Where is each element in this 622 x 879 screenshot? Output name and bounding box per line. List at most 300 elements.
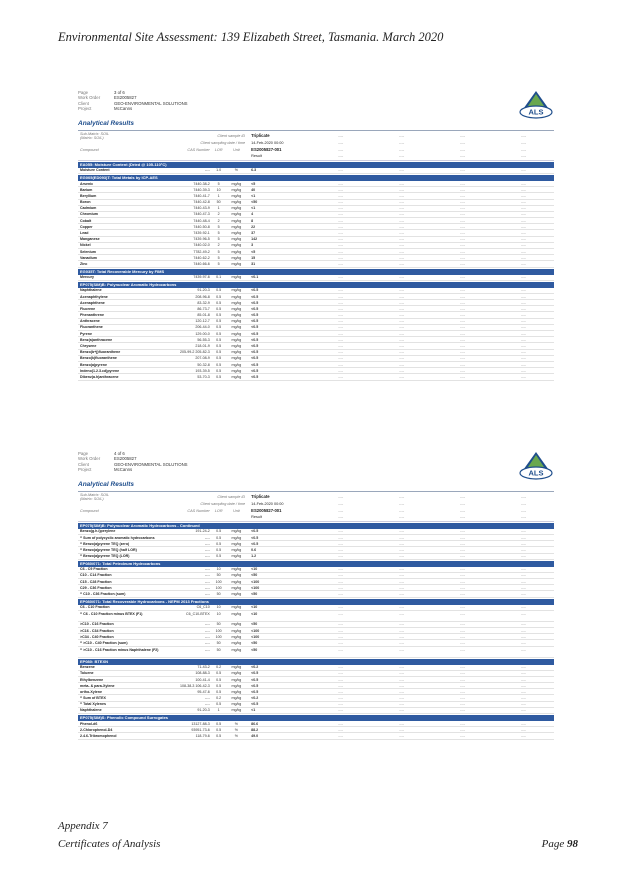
meta-label: Project (78, 106, 92, 112)
result-value: <0.5 (251, 374, 259, 379)
unit-value: mg/kg (231, 294, 242, 299)
compound-name: ^ Sum of BTEX (80, 696, 106, 701)
cas-number: 91-20-3 (197, 708, 210, 713)
cas-number: 7439-96-5 (193, 237, 210, 242)
empty-cell-dash: ---- (521, 313, 526, 318)
cas-number: 7440-66-6 (193, 261, 210, 266)
method-section-header: EG035T: Total Recoverable Mercury by FIMS (78, 269, 554, 275)
unit-value: mg/kg (231, 206, 242, 211)
compound-name: Benzo(k)fluoranthene (80, 356, 117, 361)
lor-value: 2 (217, 212, 220, 217)
empty-cell-dash: ---- (338, 689, 344, 694)
empty-column-dash: ---- (399, 508, 405, 513)
triplicate-label: Triplicate (251, 133, 270, 138)
result-value: <0.5 (251, 337, 259, 342)
compound-name: Benz(a)anthracene (80, 337, 113, 342)
empty-cell-dash: ---- (338, 696, 344, 701)
empty-cell-dash: ---- (338, 275, 344, 280)
empty-column-dash: ---- (399, 147, 405, 152)
empty-cell-dash: ---- (338, 628, 344, 633)
cas-number: 7440-62-2 (193, 255, 210, 260)
empty-cell-dash: ---- (521, 689, 526, 694)
empty-column-dash: ---- (338, 508, 344, 513)
lor-value: 0.5 (216, 356, 222, 361)
empty-cell-dash: ---- (521, 288, 526, 293)
compound-name: >C34 - C40 Fraction (80, 634, 114, 639)
unit-column-header: Unit (232, 508, 240, 513)
empty-column-dash: ---- (338, 147, 344, 152)
empty-cell-dash: ---- (521, 212, 526, 217)
meta-row (78, 467, 554, 472)
cas-number: 108-88-3 (195, 671, 210, 676)
lor-value: 2 (217, 243, 220, 248)
lor-value: 0.5 (216, 331, 222, 336)
empty-column-dash: ---- (338, 494, 344, 499)
empty-column-dash: ---- (338, 154, 344, 159)
result-value: <50 (251, 647, 258, 652)
empty-column-dash: ---- (520, 147, 527, 152)
empty-cell-dash: ---- (399, 356, 404, 361)
empty-cell-dash: ---- (521, 181, 526, 186)
unit-value: mg/kg (231, 356, 242, 361)
result-value: <0.5 (251, 313, 259, 318)
empty-cell-dash: ---- (460, 567, 465, 572)
empty-cell-dash: ---- (399, 708, 404, 713)
compound-name: Anthracene (80, 319, 100, 324)
cas-number: ---- (204, 573, 210, 578)
lor-value: 10 (216, 605, 221, 610)
unit-value: mg/kg (231, 368, 242, 373)
empty-cell-dash: ---- (521, 529, 526, 534)
lor-value: 100 (215, 579, 222, 584)
result-value: <0.5 (251, 702, 259, 707)
result-value: <0.5 (251, 300, 259, 305)
unit-value: mg/kg (231, 306, 242, 311)
compound-name: Nickel (80, 243, 91, 248)
empty-cell-dash: ---- (460, 640, 465, 645)
unit-value: mg/kg (231, 319, 242, 324)
result-value: <0.5 (251, 541, 259, 546)
empty-cell-dash: ---- (338, 547, 344, 552)
cas-number: 7440-38-2 (193, 181, 210, 186)
empty-column-dash: ---- (520, 515, 527, 520)
unit-column-header: Unit (232, 147, 240, 152)
result-value: 40 (251, 187, 256, 192)
lor-value: 0.5 (216, 319, 222, 324)
cas-number: 207-08-9 (195, 356, 210, 361)
compound-name: Benzo(a)pyrene (80, 362, 107, 367)
empty-cell-dash: ---- (460, 294, 465, 299)
unit-value: mg/kg (231, 567, 242, 572)
empty-cell-dash: ---- (521, 696, 526, 701)
empty-cell-dash: ---- (399, 665, 404, 670)
result-value: 37 (251, 231, 256, 236)
lor-value: 5 (217, 255, 220, 260)
empty-cell-dash: ---- (460, 689, 465, 694)
compound-name: ^ Sum of polycyclic aromatic hydrocarbons (80, 535, 155, 540)
lor-value: 0.5 (216, 313, 222, 318)
result-value: 0.6 (251, 547, 257, 552)
empty-cell-dash: ---- (521, 350, 526, 355)
result-value: <100 (251, 579, 260, 584)
lor-value: 50 (216, 592, 221, 597)
result-value: <0.5 (251, 344, 259, 348)
empty-cell-dash: ---- (521, 573, 526, 578)
cas-number: 191-24-2 (195, 529, 210, 534)
empty-cell-dash: ---- (338, 554, 344, 559)
empty-cell-dash: ---- (460, 362, 465, 367)
empty-cell-dash: ---- (399, 702, 404, 707)
unit-value: mg/kg (231, 708, 242, 713)
empty-cell-dash: ---- (521, 325, 526, 330)
empty-cell-dash: ---- (338, 319, 344, 324)
empty-cell-dash: ---- (521, 344, 526, 348)
empty-cell-dash: ---- (521, 554, 526, 559)
compound-name: Boron (80, 200, 91, 205)
empty-cell-dash: ---- (460, 275, 465, 280)
sampling-date-label: Client sampling date / time (200, 141, 246, 146)
compound-name: Barium (80, 187, 93, 192)
empty-cell-dash: ---- (460, 696, 465, 701)
result-value: <0.2 (251, 665, 259, 670)
cas-number: 83-32-9 (197, 300, 210, 305)
lor-value: 0.5 (216, 337, 222, 342)
result-value: 8 (251, 218, 254, 223)
lor-value: 1 (217, 206, 220, 211)
page-label: Page (541, 838, 565, 850)
empty-cell-dash: ---- (521, 721, 526, 726)
empty-cell-dash: ---- (338, 541, 344, 546)
table-row (78, 647, 554, 658)
unit-value: mg/kg (231, 554, 242, 559)
unit-value: mg/kg (231, 255, 242, 260)
cas-number: 205-99-2 205-82-3 (180, 350, 210, 355)
compound-column-header: Compound (80, 147, 99, 152)
result-value: 3 (251, 243, 254, 248)
compound-name: Copper (80, 224, 93, 229)
compound-name: ^ Benzo(a)pyrene TEQ (zero) (80, 541, 130, 546)
empty-column-dash: ---- (460, 508, 466, 513)
empty-cell-dash: ---- (460, 325, 465, 330)
empty-cell-dash: ---- (460, 677, 465, 682)
unit-value: mg/kg (231, 181, 242, 186)
cas-number: ---- (204, 541, 210, 546)
empty-cell-dash: ---- (338, 237, 344, 242)
empty-column-dash: ---- (399, 494, 405, 499)
lor-value: 0.5 (216, 344, 222, 348)
empty-cell-dash: ---- (460, 628, 465, 633)
unit-value: mg/kg (231, 535, 242, 540)
compound-name: 2.4.6-Tribromophenol (80, 733, 117, 738)
lor-value: 0.5 (216, 529, 222, 534)
empty-cell-dash: ---- (460, 727, 465, 732)
unit-value: mg/kg (231, 640, 242, 645)
empty-column-dash: ---- (460, 147, 466, 152)
sub-matrix: Sub-Matrix: SOIL (80, 131, 110, 136)
empty-cell-dash: ---- (460, 231, 465, 236)
empty-cell-dash: ---- (399, 187, 404, 192)
empty-cell-dash: ---- (399, 647, 404, 652)
empty-cell-dash: ---- (399, 193, 404, 198)
empty-cell-dash: ---- (338, 529, 344, 534)
lor-value: 50 (216, 640, 221, 645)
compound-name: Mercury (80, 275, 94, 280)
result-value: 142 (251, 237, 258, 242)
empty-cell-dash: ---- (460, 592, 465, 597)
empty-cell-dash: ---- (521, 683, 526, 688)
empty-cell-dash: ---- (399, 362, 404, 367)
table-row (78, 591, 554, 597)
compound-name: C6 - C9 Fraction (80, 567, 108, 572)
empty-cell-dash: ---- (521, 187, 526, 192)
sampling-date-label: Client sampling date / time (200, 502, 246, 507)
compound-name: Manganese (80, 237, 100, 242)
lor-value: 0.5 (216, 689, 222, 694)
empty-cell-dash: ---- (338, 727, 344, 732)
empty-cell-dash: ---- (338, 640, 344, 645)
empty-cell-dash: ---- (338, 634, 344, 639)
unit-value: mg/kg (231, 647, 242, 652)
empty-cell-dash: ---- (338, 306, 344, 311)
empty-cell-dash: ---- (338, 592, 344, 597)
table-row (78, 168, 554, 174)
empty-cell-dash: ---- (460, 331, 465, 336)
result-value: <0.5 (251, 362, 259, 367)
meta-label: Client (78, 100, 89, 106)
result-value: <0.5 (251, 325, 259, 330)
result-value: <5 (251, 249, 256, 254)
unit-value: mg/kg (231, 628, 242, 633)
empty-cell-dash: ---- (521, 665, 526, 670)
lor-value: 0.5 (216, 300, 222, 305)
unit-value: mg/kg (231, 683, 242, 688)
empty-cell-dash: ---- (338, 193, 344, 198)
cas-number: 208-96-8 (195, 294, 210, 299)
empty-cell-dash: ---- (521, 294, 526, 299)
cas-number: ---- (204, 579, 210, 584)
empty-cell-dash: ---- (521, 362, 526, 367)
empty-column-dash: ---- (520, 133, 527, 138)
empty-cell-dash: ---- (338, 605, 344, 610)
empty-cell-dash: ---- (521, 243, 526, 248)
empty-cell-dash: ---- (338, 567, 344, 572)
lor-value: 0.5 (216, 677, 222, 682)
compound-name: Pyrene (80, 331, 92, 336)
lor-value: 0.5 (216, 554, 222, 559)
result-value: 4 (251, 212, 254, 217)
result-value: <0.5 (251, 683, 259, 688)
empty-cell-dash: ---- (460, 547, 465, 552)
empty-cell-dash: ---- (338, 622, 344, 627)
cas-number: ---- (204, 622, 210, 627)
compound-name: Naphthalene (80, 288, 102, 293)
lor-value: 0.5 (216, 306, 222, 311)
empty-cell-dash: ---- (521, 611, 526, 616)
empty-cell-dash: ---- (399, 368, 404, 373)
empty-cell-dash: ---- (460, 721, 465, 726)
empty-cell-dash: ---- (338, 535, 344, 540)
empty-cell-dash: ---- (521, 374, 526, 379)
compound-name: Fluorene (80, 306, 96, 311)
unit-value: mg/kg (231, 622, 242, 627)
cas-number: 7440-02-0 (193, 243, 210, 248)
empty-cell-dash: ---- (338, 585, 344, 590)
empty-cell-dash: ---- (460, 193, 465, 198)
empty-cell-dash: ---- (399, 573, 404, 578)
result-value: <100 (251, 585, 260, 590)
empty-cell-dash: ---- (460, 579, 465, 584)
method-section-header: EP075(SIM)B: Polynuclear Aromatic Hydrocarbons - Continued (78, 523, 554, 529)
cas-number: ---- (204, 628, 210, 633)
empty-cell-dash: ---- (338, 683, 344, 688)
lor-value: 0.5 (216, 683, 222, 688)
empty-cell-dash: ---- (399, 585, 404, 590)
empty-cell-dash: ---- (399, 592, 404, 597)
empty-cell-dash: ---- (460, 368, 465, 373)
result-value: <50 (251, 573, 258, 578)
client-sample-id-label: Client sample ID (217, 133, 246, 138)
empty-column-dash: ---- (460, 515, 466, 520)
empty-cell-dash: ---- (460, 356, 465, 361)
unit-value: mg/kg (231, 362, 242, 367)
als-logo (518, 451, 554, 481)
empty-cell-dash: ---- (399, 288, 404, 293)
unit-value: mg/kg (231, 665, 242, 670)
cas-number: ---- (204, 634, 210, 639)
result-value: <50 (251, 200, 258, 205)
compound-name: Arsenic (80, 181, 94, 186)
lor-value: 0.5 (216, 733, 222, 738)
empty-cell-dash: ---- (399, 255, 404, 260)
lor-value: 50 (216, 647, 221, 652)
empty-cell-dash: ---- (521, 249, 526, 254)
results-table-header (78, 491, 554, 522)
lor-value: 50 (216, 200, 221, 205)
empty-cell-dash: ---- (399, 337, 404, 342)
meta-value: 4 of 6 (114, 451, 125, 456)
cas-number: 129-00-0 (195, 331, 210, 336)
unit-value: mg/kg (231, 313, 242, 318)
empty-cell-dash: ---- (399, 727, 404, 732)
lor-value: 5 (217, 237, 220, 242)
compound-name: C15 - C28 Fraction (80, 579, 112, 584)
lor-value: 0.5 (216, 671, 222, 676)
cas-number: ---- (204, 702, 210, 707)
empty-cell-dash: ---- (338, 261, 344, 266)
empty-cell-dash: ---- (338, 611, 344, 616)
result-value: 6.3 (251, 168, 257, 173)
empty-cell-dash: ---- (338, 206, 344, 211)
empty-cell-dash: ---- (521, 168, 526, 173)
result-value: <1 (251, 193, 256, 198)
empty-cell-dash: ---- (460, 337, 465, 342)
lor-value: 0.5 (216, 721, 222, 726)
compound-name: Toluene (80, 671, 94, 676)
result-value: 86.6 (251, 721, 259, 726)
empty-cell-dash: ---- (521, 547, 526, 552)
compound-name: Naphthalene (80, 708, 102, 713)
method-section-header: EP075(SIM)S: Phenolic Compound Surrogates (78, 715, 554, 721)
empty-cell-dash: ---- (521, 640, 526, 645)
lor-value: 10 (216, 611, 221, 616)
analytical-results-title: Analytical Results (78, 481, 134, 488)
empty-cell-dash: ---- (460, 344, 465, 348)
result-value: <0.5 (251, 529, 259, 534)
unit-value: mg/kg (231, 237, 242, 242)
document-header-title: Environmental Site Assessment: 139 Elizabeth Street, Tasmania. March 2020 (58, 30, 444, 44)
empty-cell-dash: ---- (521, 677, 526, 682)
empty-cell-dash: ---- (521, 261, 526, 266)
result-value: <50 (251, 622, 258, 627)
unit-value: mg/kg (231, 611, 242, 616)
empty-cell-dash: ---- (521, 535, 526, 540)
empty-cell-dash: ---- (460, 702, 465, 707)
lor-column-header: LOR (214, 508, 223, 513)
empty-cell-dash: ---- (338, 337, 344, 342)
lor-value: 1 (217, 708, 220, 713)
empty-cell-dash: ---- (521, 275, 526, 280)
als-logo (518, 90, 554, 120)
lor-value: 0.5 (216, 350, 222, 355)
cas-number: 71-43-2 (197, 665, 210, 670)
result-value: <1 (251, 708, 256, 713)
empty-column-dash: ---- (338, 515, 344, 520)
empty-cell-dash: ---- (399, 696, 404, 701)
empty-cell-dash: ---- (399, 275, 404, 280)
lor-value: 100 (215, 585, 222, 590)
lor-value: 100 (215, 634, 222, 639)
empty-cell-dash: ---- (338, 344, 344, 348)
cas-number: 56-55-3 (197, 337, 210, 342)
lab-report-page-3 (78, 90, 554, 381)
unit-value: mg/kg (231, 592, 242, 597)
lab-report-page-4 (78, 451, 554, 740)
empty-column-dash: ---- (460, 141, 466, 146)
empty-cell-dash: ---- (521, 231, 526, 236)
analytical-results-title: Analytical Results (78, 120, 134, 127)
compound-name: Indeno(1.2.3.cd)pyrene (80, 368, 120, 373)
cas-number: 7440-41-7 (193, 193, 210, 198)
sub-matrix-label (78, 132, 170, 140)
header-row-sample-id (78, 131, 554, 140)
compound-name: Dibenz(a.h)anthracene (80, 374, 119, 379)
compound-name: Lead (80, 231, 89, 236)
empty-cell-dash: ---- (399, 640, 404, 645)
empty-cell-dash: ---- (338, 187, 344, 192)
header-row-sampling-date (78, 501, 554, 508)
sample-number: ES2005827-001 (251, 508, 282, 514)
empty-cell-dash: ---- (338, 168, 344, 173)
empty-cell-dash: ---- (460, 708, 465, 713)
cas-number: C6_C10-BTEX (186, 611, 210, 616)
empty-cell-dash: ---- (460, 319, 465, 324)
unit-value: mg/kg (231, 231, 242, 236)
empty-column-dash: ---- (520, 502, 527, 507)
empty-cell-dash: ---- (521, 224, 526, 229)
empty-cell-dash: ---- (460, 224, 465, 229)
result-value: <0.5 (251, 294, 259, 299)
empty-cell-dash: ---- (338, 721, 344, 726)
empty-cell-dash: ---- (399, 677, 404, 682)
lor-value: 50 (216, 573, 221, 578)
empty-cell-dash: ---- (399, 294, 404, 299)
empty-cell-dash: ---- (460, 573, 465, 578)
lor-value: 2 (217, 218, 220, 223)
cas-number: ---- (204, 567, 210, 572)
empty-cell-dash: ---- (460, 605, 465, 610)
empty-column-dash: ---- (520, 508, 527, 513)
table-row (78, 554, 554, 560)
